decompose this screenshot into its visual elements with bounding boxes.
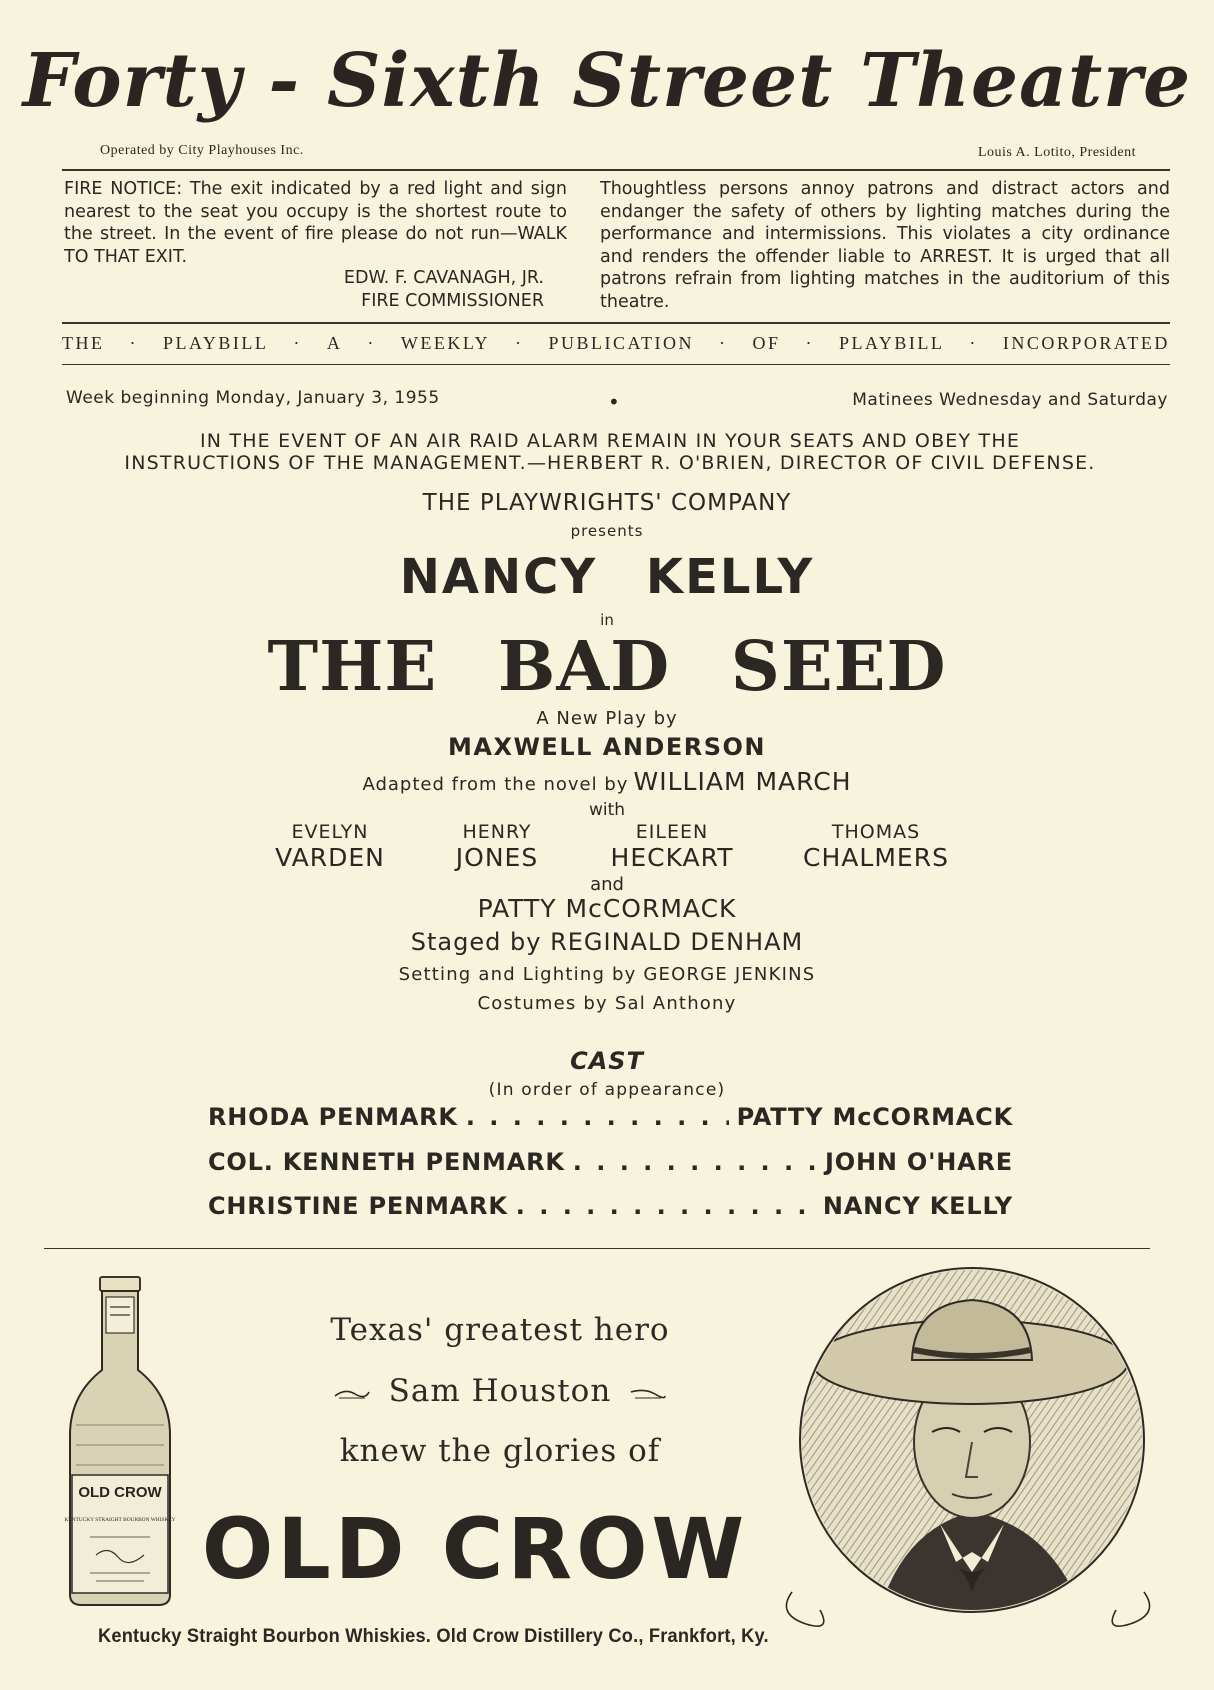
design-credit: Setting and Lighting by GEORGE JENKINS [398, 964, 816, 985]
matinee-schedule: Matinees Wednesday and Saturday [852, 390, 1168, 410]
adaptation-credit [0, 767, 1214, 796]
and-label: and [590, 874, 624, 895]
with-label: with [588, 800, 626, 820]
banner-dot: · [293, 333, 302, 353]
ad-tagline: knew the glories of [339, 1433, 661, 1469]
banner-word: PLAYBILL [163, 333, 269, 353]
banner-dot: · [969, 333, 978, 353]
header-rule [62, 169, 1170, 171]
banner-word: OF [752, 333, 781, 353]
costar [562, 820, 782, 872]
banner-dot: · [515, 333, 524, 353]
banner-word: THE [62, 333, 105, 353]
theatre-name: Forty - Sixth Street Theatre [22, 38, 1192, 124]
cast-role: CHRISTINE PENMARK [208, 1192, 508, 1220]
week-date: Week beginning Monday, January 3, 1955 [66, 388, 440, 408]
air-raid-notice: IN THE EVENT OF AN AIR RAID ALARM REMAIN IN YOUR SEATS AND OBEY THE INSTRUCTIONS OF THE MANAGEMENT.—HERBERT R. O'BRIEN, DIRECTOR OF CIVIL DEFENSE. [124, 430, 1096, 474]
banner-dot: · [129, 333, 138, 353]
ad-hero-line [250, 1373, 750, 1409]
ad-hero-name: Sam Houston [388, 1373, 612, 1409]
cast-row [208, 1192, 1013, 1220]
playbill-banner [62, 333, 1170, 354]
costar-first-name: THOMAS [831, 821, 921, 843]
ad-brand-name: OLD CROW [201, 1500, 749, 1598]
cast-subheading: (In order of appearance) [488, 1080, 726, 1100]
leader-dots [573, 1148, 817, 1176]
bottle-label-brand: OLD CROW [78, 1484, 162, 1501]
costar-last-name: HECKART [610, 843, 734, 872]
cast-row [208, 1103, 1013, 1131]
banner-word: PLAYBILL [839, 333, 945, 353]
banner-bottom-rule [62, 364, 1170, 365]
director-credit: Staged by REGINALD DENHAM [410, 928, 804, 956]
cast-heading: CAST [570, 1047, 644, 1075]
leader-dots [516, 1192, 815, 1220]
fire-notice: FIRE NOTICE: The exit indicated by a red light and sign nearest to the seat you occupy is the shortest route to the street. In the event of fire please do not run—WALK TO THAT EXIT. [64, 179, 567, 267]
adapted-from-label: Adapted from the novel by [362, 774, 629, 795]
costar-last-name: CHALMERS [803, 843, 949, 872]
presents-label: presents [570, 522, 644, 540]
president-credit: Louis A. Lotito, President [977, 145, 1136, 160]
playwright-name: MAXWELL ANDERSON [448, 733, 766, 761]
cast-actor: NANCY KELLY [822, 1192, 1013, 1220]
ad-footer: Kentucky Straight Bourbon Whiskies. Old Crow Distillery Co., Frankfort, Ky. [98, 1626, 769, 1647]
banner-top-rule [62, 322, 1170, 324]
sam-houston-portrait [772, 1262, 1164, 1642]
banner-word: INCORPORATED [1002, 333, 1170, 353]
fire-commissioner-signature [64, 267, 544, 312]
in-label: in [600, 611, 614, 629]
whiskey-bottle-illustration [60, 1275, 180, 1610]
swash-ornament-icon [333, 1386, 371, 1400]
fire-commissioner-name: EDW. F. CAVANAGH, JR. [343, 268, 544, 288]
producing-company: THE PLAYWRIGHTS' COMPANY [422, 490, 792, 516]
bottle-label-desc: KENTUCKY STRAIGHT BOURBON WHISKEY [64, 1517, 176, 1523]
cast-row [208, 1148, 1013, 1176]
banner-dot: · [805, 333, 815, 353]
banner-dot: · [367, 333, 376, 353]
cast-role: COL. KENNETH PENMARK [208, 1148, 565, 1176]
banner-dot: · [719, 333, 728, 353]
advertisement-rule [44, 1248, 1150, 1249]
costar-last-name: VARDEN [275, 843, 385, 872]
fire-commissioner-title: FIRE COMMISSIONER [361, 290, 544, 311]
cast-role: RHODA PENMARK [208, 1103, 458, 1131]
banner-word: A [326, 333, 343, 353]
costar-first-name: EILEEN [635, 821, 709, 843]
costar-first-name: HENRY [462, 821, 532, 843]
play-title: THE BAD SEED [267, 627, 947, 707]
star-name: NANCY KELLY [399, 549, 815, 605]
matches-notice: Thoughtless persons annoy patrons and distract actors and endanger the safety of others by lighting matches during the performance and intermissions. This violates a city ordinance and renders the offender liable to ARREST. It is urged that all patrons refrain from lighting matches in the auditorium of this theatre. [600, 179, 1170, 312]
costar-first-name: EVELYN [291, 821, 369, 843]
novelist-name: WILLIAM MARCH [633, 767, 852, 796]
banner-word: WEEKLY [400, 333, 491, 353]
costume-credit: Costumes by Sal Anthony [477, 993, 737, 1014]
costar-last-name: JONES [455, 843, 539, 872]
operator-credit: Operated by City Playhouses Inc. [100, 143, 304, 158]
featured-actor: PATTY McCORMACK [477, 894, 737, 923]
new-play-label: A New Play by [536, 708, 678, 729]
banner-word: PUBLICATION [548, 333, 695, 353]
leader-dots [466, 1103, 729, 1131]
cast-actor: JOHN O'HARE [825, 1148, 1013, 1176]
cast-actor: PATTY McCORMACK [736, 1103, 1013, 1131]
schedule-bullet: • [608, 390, 620, 414]
swash-ornament-icon [629, 1386, 667, 1400]
costar [766, 820, 986, 872]
ad-headline: Texas' greatest hero [330, 1312, 670, 1348]
